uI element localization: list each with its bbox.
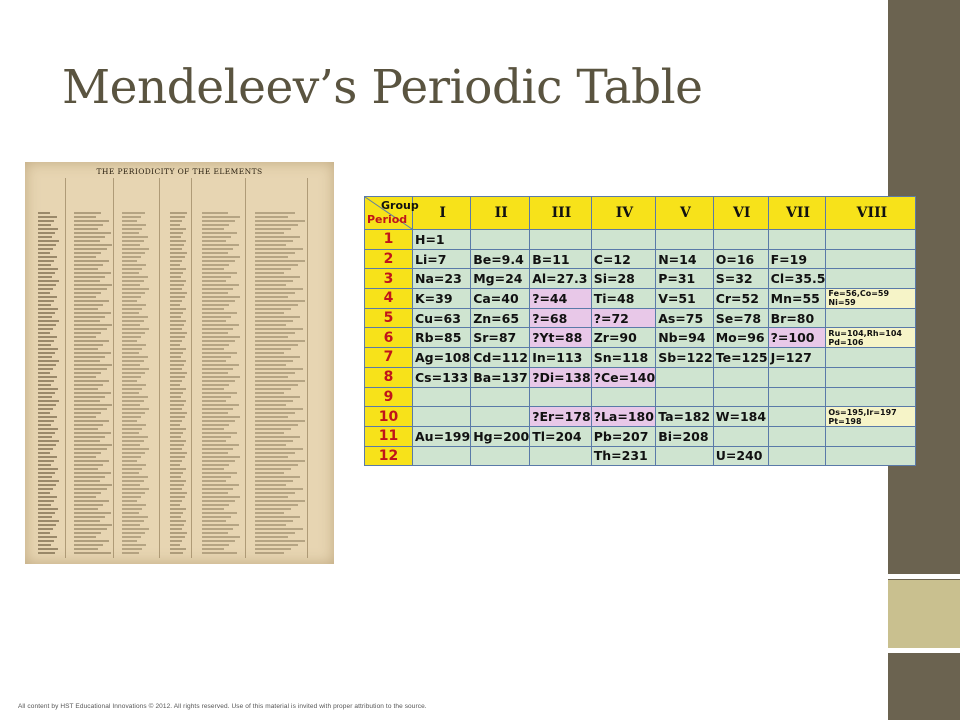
scan-text-line <box>30 468 330 470</box>
period-number: 8 <box>365 367 413 387</box>
element-cell: K=39 <box>413 289 471 309</box>
period-number: 6 <box>365 328 413 348</box>
scan-text-line <box>30 284 330 286</box>
element-cell <box>656 367 714 387</box>
scan-text-line <box>30 400 330 402</box>
element-cell: Cs=133 <box>413 367 471 387</box>
scan-text-line <box>30 224 330 226</box>
period-number: 2 <box>365 249 413 269</box>
element-cell <box>826 308 916 328</box>
element-cell: F=19 <box>768 249 826 269</box>
element-cell <box>656 230 714 250</box>
scan-text-line <box>30 248 330 250</box>
scan-text-line <box>30 460 330 462</box>
scan-text-line <box>30 404 330 406</box>
element-cell: ?Ce=140 <box>591 367 655 387</box>
element-cell <box>713 367 768 387</box>
scan-text-line <box>30 396 330 398</box>
scan-text-line <box>30 484 330 486</box>
group-header: IV <box>591 197 655 230</box>
element-cell: Zn=65 <box>471 308 530 328</box>
period-number: 12 <box>365 446 413 466</box>
scan-text-line <box>30 352 330 354</box>
scan-text-line <box>30 380 330 382</box>
element-cell: Nb=94 <box>656 328 714 348</box>
corner-period-label: Period <box>367 213 408 226</box>
scan-text-line <box>30 528 330 530</box>
element-cell: N=14 <box>656 249 714 269</box>
period-number: 10 <box>365 407 413 427</box>
scan-text-line <box>30 456 330 458</box>
element-cell <box>826 367 916 387</box>
scanned-document-heading: THE PERIODICITY OF THE ELEMENTS <box>96 167 263 176</box>
scan-text-line <box>30 376 330 378</box>
periodic-table <box>364 196 916 466</box>
element-cell <box>826 348 916 368</box>
scan-text-line <box>30 316 330 318</box>
scan-text-line <box>30 548 330 550</box>
element-cell: B=11 <box>530 249 592 269</box>
element-cell: Tl=204 <box>530 426 592 446</box>
scan-text-line <box>30 332 330 334</box>
element-cell: P=31 <box>656 269 714 289</box>
element-cell <box>471 446 530 466</box>
element-cell: Ag=108 <box>413 348 471 368</box>
element-cell: ?Yt=88 <box>530 328 592 348</box>
element-cell <box>826 230 916 250</box>
element-cell: Ca=40 <box>471 289 530 309</box>
scan-text-line <box>30 480 330 482</box>
element-cell: Mn=55 <box>768 289 826 309</box>
side-accent-divider-bottom <box>888 648 960 653</box>
element-cell: Mo=96 <box>713 328 768 348</box>
scan-text-line <box>30 372 330 374</box>
scan-text-line <box>30 540 330 542</box>
element-cell: Fe=56,Co=59 Ni=59 <box>826 289 916 309</box>
element-cell <box>530 387 592 407</box>
scan-text-line <box>30 384 330 386</box>
group-header: VII <box>768 197 826 230</box>
element-cell <box>413 387 471 407</box>
element-cell: Pb=207 <box>591 426 655 446</box>
element-cell: As=75 <box>656 308 714 328</box>
scan-text-line <box>30 296 330 298</box>
period-number: 1 <box>365 230 413 250</box>
element-cell <box>826 387 916 407</box>
period-number: 4 <box>365 289 413 309</box>
scan-text-line <box>30 236 330 238</box>
slide-footer: All content by HST Educational Innovations © 2012. All rights reserved. Use of this material is invited with proper attribution to the source. <box>18 703 427 710</box>
scan-text-line <box>30 260 330 262</box>
scan-text-line <box>30 416 330 418</box>
element-cell: Sb=122 <box>656 348 714 368</box>
scan-text-line <box>30 348 330 350</box>
period-number: 5 <box>365 308 413 328</box>
element-cell: Br=80 <box>768 308 826 328</box>
element-cell: ?La=180 <box>591 407 655 427</box>
scan-text-line <box>30 448 330 450</box>
group-header: II <box>471 197 530 230</box>
element-cell <box>826 249 916 269</box>
element-cell <box>530 446 592 466</box>
scan-text-line <box>30 504 330 506</box>
period-number: 3 <box>365 269 413 289</box>
table-header-row <box>365 197 916 230</box>
element-cell: ?Di=138 <box>530 367 592 387</box>
table-row <box>365 387 916 407</box>
scan-text-line <box>30 420 330 422</box>
element-cell: Cu=63 <box>413 308 471 328</box>
scan-text-line <box>30 464 330 466</box>
element-cell: Rb=85 <box>413 328 471 348</box>
element-cell: ?=44 <box>530 289 592 309</box>
element-cell: C=12 <box>591 249 655 269</box>
element-cell: H=1 <box>413 230 471 250</box>
element-cell: ?=72 <box>591 308 655 328</box>
element-cell: Ru=104,Rh=104 Pd=106 <box>826 328 916 348</box>
table-row <box>365 230 916 250</box>
scan-text-line <box>30 212 330 214</box>
element-cell <box>768 446 826 466</box>
element-cell: Hg=200 <box>471 426 530 446</box>
scan-text-line <box>30 512 330 514</box>
scan-text-line <box>30 476 330 478</box>
element-cell: Be=9.4 <box>471 249 530 269</box>
scan-text-line <box>30 452 330 454</box>
element-cell <box>471 387 530 407</box>
scan-text-line <box>30 520 330 522</box>
scan-text-line <box>30 240 330 242</box>
element-cell <box>713 426 768 446</box>
scan-text-line <box>30 292 330 294</box>
element-cell <box>768 230 826 250</box>
group-header: I <box>413 197 471 230</box>
scan-text-line <box>30 508 330 510</box>
element-cell <box>768 426 826 446</box>
table-row <box>365 426 916 446</box>
scan-text-line <box>30 288 330 290</box>
element-cell: Ta=182 <box>656 407 714 427</box>
element-cell <box>591 387 655 407</box>
element-cell: Li=7 <box>413 249 471 269</box>
element-cell: Cr=52 <box>713 289 768 309</box>
scan-text-line <box>30 368 330 370</box>
scan-text-line <box>30 336 330 338</box>
element-cell: Bi=208 <box>656 426 714 446</box>
scan-text-line <box>30 536 330 538</box>
scan-text-line <box>30 364 330 366</box>
scan-text-line <box>30 304 330 306</box>
scan-text-line <box>30 444 330 446</box>
element-cell: ?Er=178 <box>530 407 592 427</box>
scan-text-line <box>30 308 330 310</box>
element-cell <box>768 407 826 427</box>
table-row <box>365 289 916 309</box>
scan-text-line <box>30 472 330 474</box>
scan-text-line <box>30 344 330 346</box>
scan-text-line <box>30 228 330 230</box>
scan-text-line <box>30 360 330 362</box>
scan-text-lines <box>30 212 330 557</box>
scan-text-line <box>30 320 330 322</box>
side-accent-divider-top <box>888 574 960 579</box>
scanned-periodicity-document <box>25 162 334 564</box>
table-row <box>365 348 916 368</box>
element-cell: Sr=87 <box>471 328 530 348</box>
element-cell <box>768 367 826 387</box>
scan-text-line <box>30 256 330 258</box>
scan-text-line <box>30 388 330 390</box>
element-cell <box>413 446 471 466</box>
scan-text-line <box>30 428 330 430</box>
table-row <box>365 249 916 269</box>
element-cell <box>591 230 655 250</box>
element-cell: V=51 <box>656 289 714 309</box>
scan-text-line <box>30 300 330 302</box>
period-number: 9 <box>365 387 413 407</box>
group-header: V <box>656 197 714 230</box>
scan-text-line <box>30 252 330 254</box>
group-header: III <box>530 197 592 230</box>
scan-text-line <box>30 492 330 494</box>
element-cell: ?=68 <box>530 308 592 328</box>
element-cell: Al=27.3 <box>530 269 592 289</box>
scan-text-line <box>30 552 330 554</box>
element-cell: S=32 <box>713 269 768 289</box>
table-row <box>365 308 916 328</box>
element-cell <box>471 230 530 250</box>
slide-title: Mendeleev’s Periodic Table <box>62 60 703 115</box>
element-cell: Se=78 <box>713 308 768 328</box>
element-cell: Si=28 <box>591 269 655 289</box>
scan-text-line <box>30 432 330 434</box>
element-cell <box>713 387 768 407</box>
scan-text-line <box>30 392 330 394</box>
element-cell: O=16 <box>713 249 768 269</box>
scan-text-line <box>30 264 330 266</box>
scan-text-line <box>30 488 330 490</box>
scan-text-line <box>30 280 330 282</box>
corner-group-label: Group <box>381 199 419 212</box>
element-cell <box>826 426 916 446</box>
table-row <box>365 446 916 466</box>
side-accent-band <box>888 580 960 648</box>
scan-text-line <box>30 532 330 534</box>
table-row <box>365 367 916 387</box>
element-cell: J=127 <box>768 348 826 368</box>
scan-text-line <box>30 424 330 426</box>
element-cell: Sn=118 <box>591 348 655 368</box>
scan-text-line <box>30 516 330 518</box>
scan-text-line <box>30 216 330 218</box>
scan-text-line <box>30 244 330 246</box>
scan-text-line <box>30 272 330 274</box>
scan-text-line <box>30 276 330 278</box>
scan-text-line <box>30 232 330 234</box>
scan-text-line <box>30 268 330 270</box>
element-cell: Au=199 <box>413 426 471 446</box>
period-number: 11 <box>365 426 413 446</box>
element-cell: Mg=24 <box>471 269 530 289</box>
element-cell <box>656 387 714 407</box>
table-row <box>365 407 916 427</box>
table-row <box>365 269 916 289</box>
scan-text-line <box>30 340 330 342</box>
scan-text-line <box>30 496 330 498</box>
table-row <box>365 328 916 348</box>
table-corner-cell <box>365 197 419 230</box>
group-header: VIII <box>826 197 916 230</box>
element-cell: Cd=112 <box>471 348 530 368</box>
element-cell: Te=125 <box>713 348 768 368</box>
element-cell: ?=100 <box>768 328 826 348</box>
element-cell: Ti=48 <box>591 289 655 309</box>
scan-text-line <box>30 408 330 410</box>
scan-text-line <box>30 544 330 546</box>
element-cell: U=240 <box>713 446 768 466</box>
element-cell <box>826 269 916 289</box>
element-cell <box>413 407 471 427</box>
element-cell: Os=195,Ir=197 Pt=198 <box>826 407 916 427</box>
period-number: 7 <box>365 348 413 368</box>
element-cell: Na=23 <box>413 269 471 289</box>
element-cell <box>713 230 768 250</box>
element-cell: Cl=35.5 <box>768 269 826 289</box>
element-cell: In=113 <box>530 348 592 368</box>
scan-text-line <box>30 356 330 358</box>
scan-text-line <box>30 440 330 442</box>
scan-text-line <box>30 412 330 414</box>
element-cell: W=184 <box>713 407 768 427</box>
element-cell <box>826 446 916 466</box>
scan-text-line <box>30 328 330 330</box>
element-cell: Zr=90 <box>591 328 655 348</box>
element-cell: Ba=137 <box>471 367 530 387</box>
scan-text-line <box>30 312 330 314</box>
element-cell <box>471 407 530 427</box>
scan-text-line <box>30 500 330 502</box>
scan-text-line <box>30 436 330 438</box>
group-header: VI <box>713 197 768 230</box>
scan-text-line <box>30 220 330 222</box>
element-cell <box>768 387 826 407</box>
element-cell <box>656 446 714 466</box>
scan-text-line <box>30 524 330 526</box>
element-cell <box>530 230 592 250</box>
element-cell: Th=231 <box>591 446 655 466</box>
scan-text-line <box>30 324 330 326</box>
